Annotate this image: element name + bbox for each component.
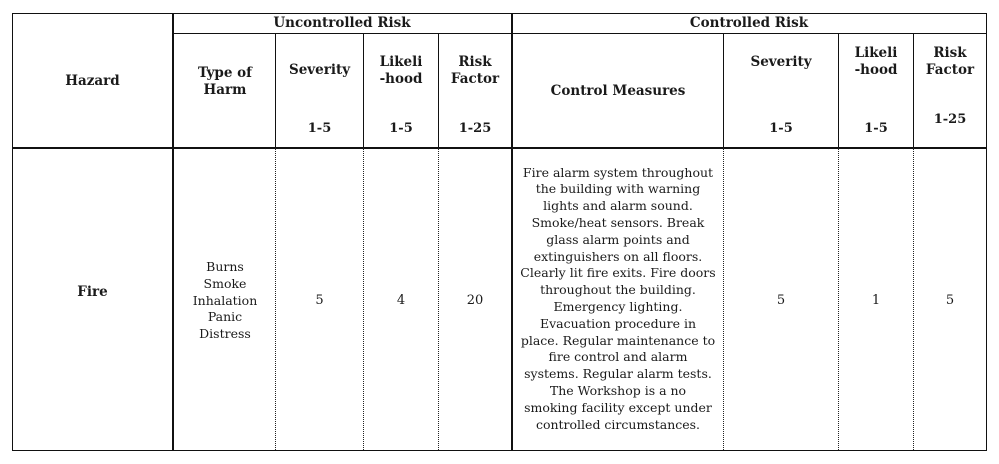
controlled-risk-header: Controlled Risk	[689, 15, 809, 31]
controlled-likelihood-range: 1-5	[864, 120, 888, 136]
controlled-likelihood-header: Likeli -hood	[854, 45, 898, 78]
control-measures-cell: Fire alarm system throughout the building with warning lights and alarm sound. Smoke/heat sensors. Break glass alarm points and extinguishers on all floors. Clearly lit fire exits. Fire doors throughout the building. Emergency lighting. Evacuation procedure in place. Regular maintenance to fire control and alarm systems. Regular alarm tests. The Workshop is a no smoking facility except under controlled circumstances.	[520, 164, 716, 432]
table-border-right	[986, 13, 987, 451]
controlled-risk-factor-range: 1-25	[933, 111, 967, 127]
hazard-header: Hazard	[65, 72, 120, 89]
controlled-severity-header: Severity	[750, 53, 812, 70]
likelihood-header: Likeli -hood	[379, 54, 423, 87]
risk-factor-range: 1-25	[458, 120, 492, 136]
table-border-bottom	[12, 450, 987, 451]
severity-cell: 5	[315, 292, 324, 308]
risk-factor-cell: 20	[466, 292, 484, 308]
severity-range: 1-5	[307, 120, 332, 136]
control-measures-header: Control Measures	[550, 82, 686, 99]
type-of-harm-header: Type of Harm	[198, 65, 252, 98]
risk-factor-header: Risk Factor	[450, 54, 500, 87]
header-bottom-border	[12, 147, 987, 149]
hazard-cell-top-border	[12, 13, 173, 14]
controlled-severity-cell: 5	[776, 292, 786, 308]
group-header-divider	[172, 33, 987, 34]
likelihood-range: 1-5	[389, 120, 413, 136]
controlled-risk-factor-header: Risk Factor	[925, 45, 975, 78]
likelihood-cell: 4	[396, 292, 406, 308]
severity-header: Severity	[288, 61, 351, 78]
controlled-risk-factor-cell: 5	[945, 292, 955, 308]
type-of-harm-cell: Burns Smoke Inhalation Panic Distress	[192, 259, 258, 342]
uncontrolled-risk-header: Uncontrolled Risk	[273, 15, 411, 31]
column-divider	[172, 13, 174, 451]
controlled-likelihood-cell: 1	[871, 292, 881, 308]
controlled-severity-range: 1-5	[769, 120, 793, 136]
hazard-cell: Fire	[77, 283, 108, 300]
